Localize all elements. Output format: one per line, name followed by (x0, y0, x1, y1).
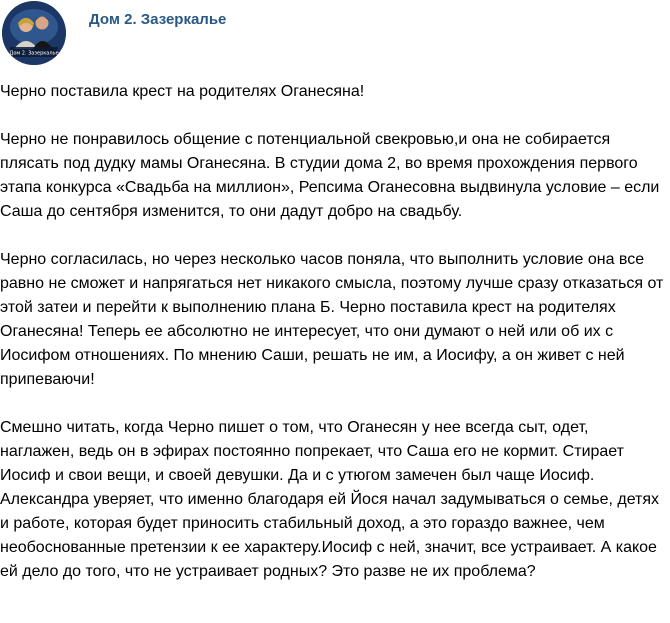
post-header (0, 0, 670, 72)
channel-logo-avatar-icon (2, 1, 66, 65)
channel-name-link[interactable]: Дом 2. Зазеркалье (89, 11, 227, 28)
post-paragraph: Черно не понравилось общение с потенциальной свекровью,и она не собирается плясать под дудку мамы Оганесяна. В студии дома 2, во время прохождения первого этапа конкурса «Свадьба на миллион», Репсима Оганесовна выдвинула условие – если Саша до сентября изменится, то они дадут добро на свадьбу. (0, 131, 660, 220)
post-paragraph: Черно поставила крест на родителях Оганесяна! (0, 83, 365, 100)
post-paragraph: Черно согласилась, но через несколько часов поняла, что выполнить условие она все равно не сможет и напрягаться нет никакого смысла, поэтому лучше сразу отказаться от этой затеи и перейти к выполнению плана Б. Черно поставила крест на родителях Оганесяна! Теперь ее абсолютно не интересует, что они думают о ней или об их с Иосифом отношениях. По мнению Саши, решать не им, а Иосифу, а он живет с ней припеваючи! (0, 251, 664, 388)
post-body (0, 80, 664, 584)
channel-avatar[interactable] (2, 1, 66, 65)
post-paragraph: Смешно читать, когда Черно пишет о том, что Оганесян у нее всегда сыт, одет, наглажен, ведь он в эфирах постоянно попрекает, что Саша его не кормит. Стирает Иосиф и свои вещи, и своей девушки. Да и с утюгом замечен был чаще Иосиф. Александра уверяет, что именно благодаря ей Йося начал задумываться о семье, детях и работе, которая будет приносить стабильный доход, а это гораздо важнее, чем необоснованные претензии к ее характеру.Иосиф с ней, значит, все устраивает. А какое ей дело до того, что не устраивает родных? Это разве не их проблема? (0, 419, 660, 580)
avatar-logo-text: Дом 2. Зазеркалье (9, 50, 59, 57)
